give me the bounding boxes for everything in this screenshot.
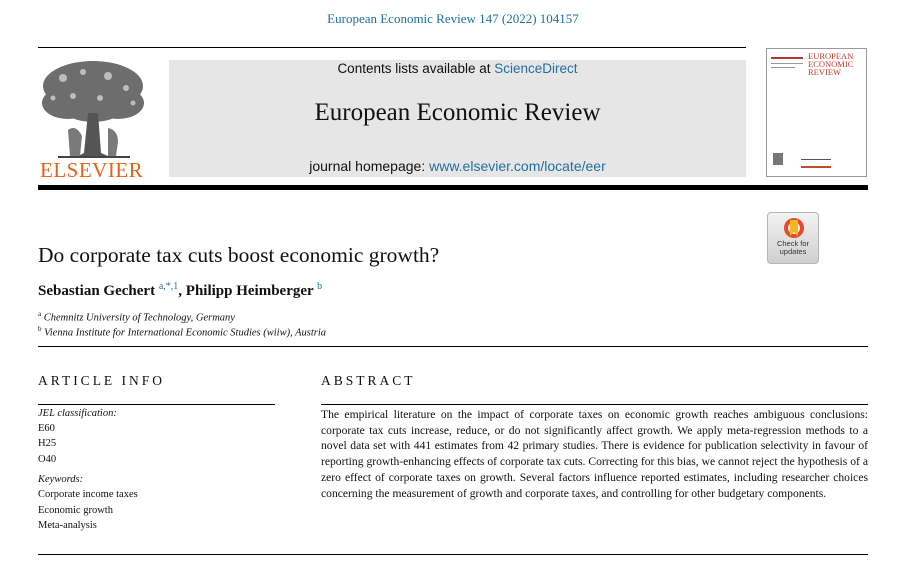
jel-label: JEL classification: (38, 408, 117, 419)
author-name[interactable]: Philipp Heimberger (185, 283, 314, 299)
affiliation-text: Chemnitz University of Technology, Germany (43, 312, 235, 324)
citation-link[interactable]: European Economic Review 147 (2022) 104157 (327, 11, 579, 26)
affiliation-mark: a (38, 310, 42, 318)
abstract-heading: ABSTRACT (321, 373, 416, 388)
cover-red-bar (771, 57, 803, 59)
cover-elsevier-icon (773, 153, 783, 165)
affiliation-b (38, 325, 326, 339)
cover-title: EUROPEAN ECONOMIC REVIEW (808, 51, 854, 77)
check-for-updates-label[interactable]: Check for updates (776, 239, 810, 256)
jel-code: O40 (38, 454, 57, 465)
author-affiliation-marks[interactable]: a,*,1 (158, 281, 179, 292)
sciencedirect-link[interactable]: ScienceDirect (494, 61, 578, 76)
author-separator: , (178, 283, 186, 299)
top-rule (38, 47, 746, 48)
cover-line (771, 67, 795, 68)
bottom-rule (38, 554, 868, 555)
abstract-rule (321, 404, 868, 405)
jel-code: H25 (38, 438, 57, 449)
header-thick-rule (38, 185, 868, 190)
journal-citation[interactable] (0, 11, 906, 27)
homepage-line (169, 158, 746, 174)
contents-line (169, 61, 746, 76)
affiliation-text: Vienna Institute for International Economic Studies (wiiw), Austria (44, 327, 327, 339)
article-info-rule (38, 404, 275, 405)
author-affiliation-marks[interactable]: b (317, 281, 323, 292)
cover-line (801, 159, 831, 160)
abstract-text: The empirical literature on the impact of corporate taxes on economic growth reaches ambiguous conclusions: corporate tax cuts increase, reduce, or do not significantly affect growth. We apply meta-regression methods to a novel data set with 441 estimates from 42 primary studies. There is evidence for publication selectivity in favour of reporting growth-enhancing effects of corporate tax cuts. Correcting for this bias, we cannot reject the hypothesis of a zero effect of corporate taxes on growth. Several factors influence reported estimates, including researcher choices concerning the measurement of growth and corporate taxes, and controlling for other budgetary components. (321, 408, 868, 500)
author-name[interactable]: Sebastian Gechert (38, 283, 156, 299)
section-divider (38, 346, 868, 347)
jel-code: E60 (38, 423, 55, 434)
keywords-label: Keywords: (38, 474, 84, 485)
contents-prefix: Contents lists available at (337, 61, 495, 76)
keyword: Economic growth (38, 505, 113, 516)
elsevier-wordmark[interactable]: ELSEVIER (40, 158, 144, 182)
affiliation-a (38, 310, 235, 324)
affiliation-mark: b (38, 325, 42, 333)
article-title: Do corporate tax cuts boost economic growth? (38, 243, 440, 267)
check-for-updates-button[interactable] (767, 212, 819, 264)
cover-line (801, 166, 831, 168)
journal-title: European Economic Review (314, 99, 601, 126)
homepage-prefix: journal homepage: (309, 158, 430, 174)
author-list (38, 281, 322, 300)
article-info-heading: ARTICLE INFO (38, 373, 166, 388)
keyword: Corporate income taxes (38, 489, 138, 500)
keyword: Meta-analysis (38, 520, 97, 531)
cover-line (771, 63, 803, 64)
homepage-link[interactable]: www.elsevier.com/locate/eer (429, 158, 606, 174)
